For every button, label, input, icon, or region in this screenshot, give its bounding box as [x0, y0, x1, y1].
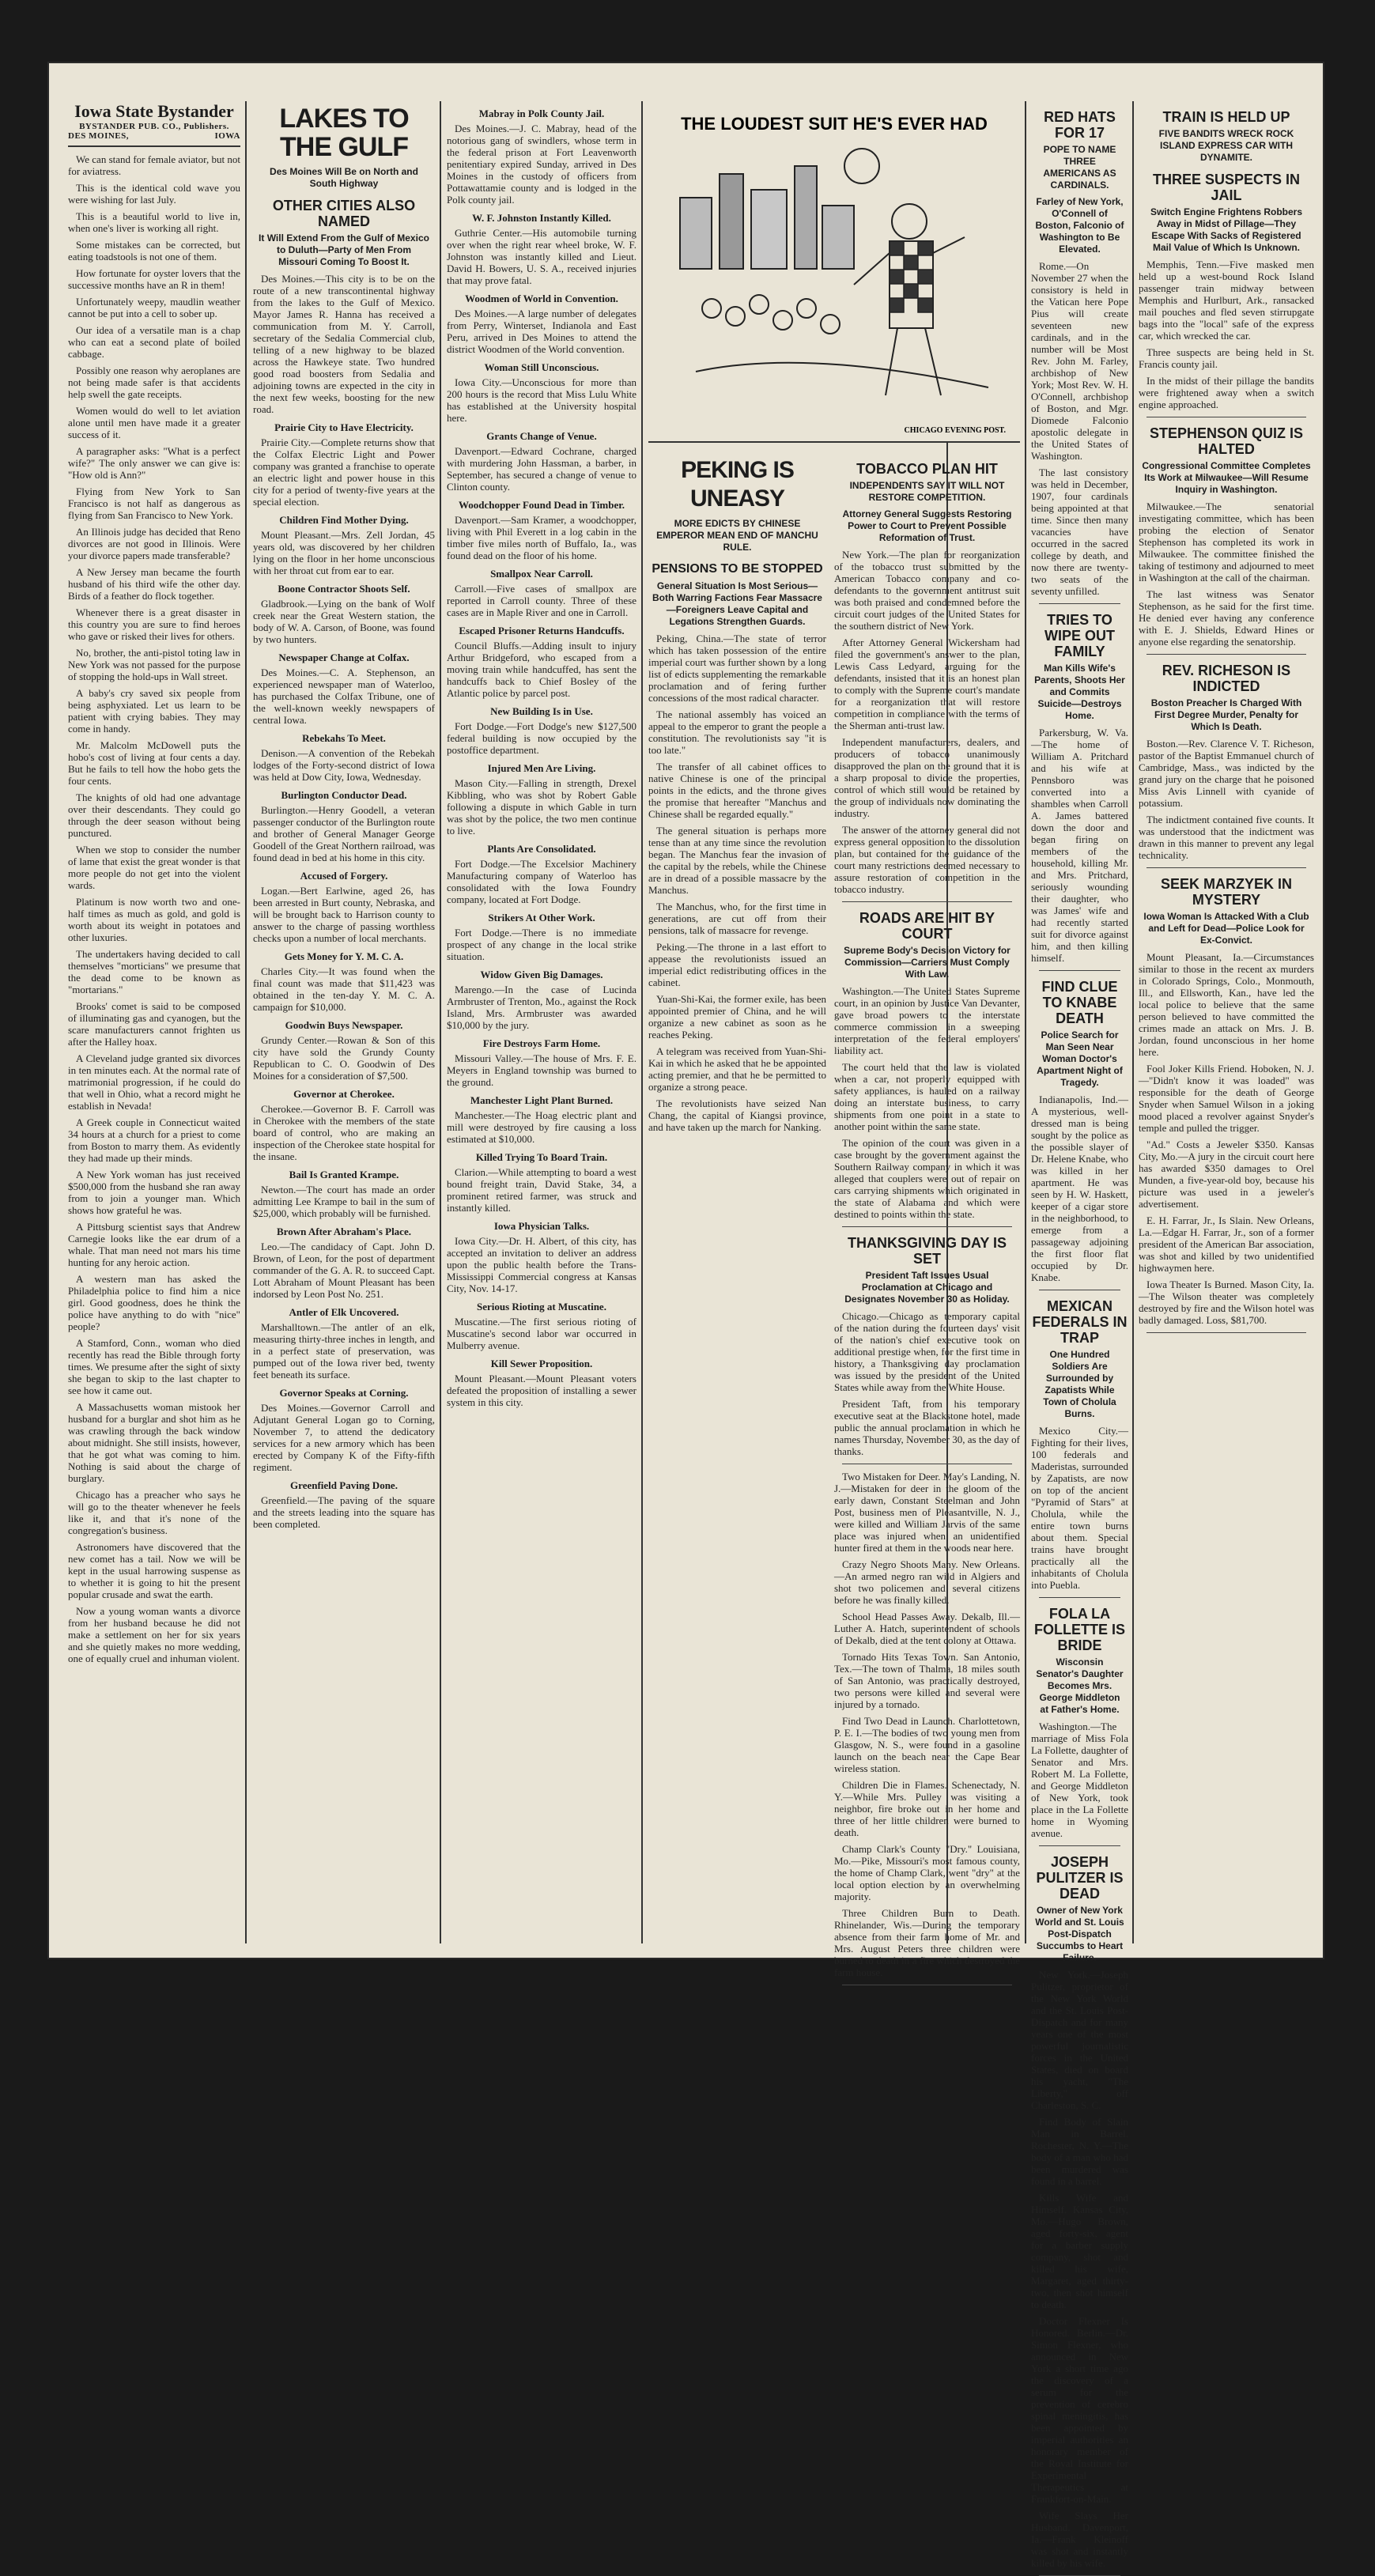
brief-text: Muscatine.—The first serious rioting of Muscatine's second labor war occurred in Mulberry avenue.	[447, 1316, 637, 1351]
brief-headline: Gets Money for Y. M. C. A.	[284, 950, 404, 962]
story-sub-deck: Supreme Body's Decision Victory for Commission—Carriers Must Comply With Law.	[844, 945, 1010, 980]
story-paragraph: Indianapolis, Ind.—A mysterious, well-dressed man is being sought by the police as the possible slayer of Dr. Helene Knabe, who was killed in her apartment. He was seen by H. W. Haskett, keeper of a cigar store in the neighborhood, to emerge from a passageway adjoining the first floor flat occupied by Dr. Knabe.	[1031, 1093, 1128, 1283]
story-headline: ROADS ARE HIT BY COURT	[859, 910, 995, 942]
story-sub-deck: One Hundred Soldiers Are Surrounded by Zapatists While Town of Cholula Burns.	[1043, 1349, 1116, 1419]
brief-headline: Prairie City to Have Electricity.	[274, 421, 414, 433]
editorial-paragraph: Whenever there is a great disaster in this country you are sure to find heroes who gave or risked their lives for others.	[68, 606, 240, 642]
lead-paragraph: Des Moines.—This city is to be on the route of a new transcontinental highway from the lakes to the Gulf of Mexico. Mayor James R. Hanna has received a communication from M. Y. Carroll, secretary of the Sedalia Commercial club, telling of a new highway to be blazed across the Hawkeye state. Two hundred good road boosters from Sedalia and adjoining towns are expected in the city in the next few weeks, boosting for the new road.	[253, 273, 435, 415]
brief-headline: Smallpox Near Carroll.	[490, 568, 593, 580]
story-sub-deck: Iowa Woman Is Attacked With a Club and Left for Dead—Police Look for Ex-Convict.	[1143, 911, 1309, 946]
brief-headline: Greenfield Paving Done.	[290, 1479, 398, 1491]
story-deck: POPE TO NAME THREE AMERICANS AS CARDINALS.	[1043, 144, 1116, 191]
story-headline: JOSEPH PULITZER IS DEAD	[1036, 1854, 1124, 1902]
story-paragraph: Find Body of Slain Man in Barrel. Rochester, N. Y.—The body of a man who had been murdered was found in a barrel.	[1031, 2116, 1128, 2187]
brief-headline: Antler of Elk Uncovered.	[289, 1306, 399, 1318]
editorial-paragraph: Possibly one reason why aeroplanes are not being made safer is that accidents help swell the gate receipts.	[68, 364, 240, 400]
story-paragraph: The answer of the attorney general did not express general opposition to the dissolution plan, but contained for the guidance of the court many restrictions deemed necessary to assure restoration of competition in the tobacco industry.	[834, 824, 1020, 895]
story-paragraph: Yuan-Shi-Kai, the former exile, has been appointed premier of China, and he will organize a new cabinet as soon as he reaches Peking.	[648, 993, 826, 1041]
story-paragraph: The opinion of the court was given in a case brought by the government against the Southern Railway company in which it was alleged that couplers were out of repair on cars carrying shipments which originated in the state of Alabama and which were destined to points within the state.	[834, 1137, 1020, 1220]
story-paragraph: The general situation is perhaps more tense than at any time since the revolution began. The Manchus fear the invasion of the capital by the rebels, while the Chinese are in dread of a possible massacre by the Manchus.	[648, 825, 826, 896]
story-sub-deck: Farley of New York, O'Connell of Boston, Falconio of Washington to Be Elevated.	[1035, 196, 1124, 255]
story-paragraph: After Attorney General Wickersham had filed the government's answer to the plan, Lewis Cass Ledyard, arguing for the defendants, insisted that it is an honest plan to comply with the Supreme court's mandate for a reorganization that will restore competition in compliance with the terms of the Sherman anti-trust law.	[834, 636, 1020, 731]
editorial-paragraph: Unfortunately weepy, maudlin weather cannot be put into a cell to sober up.	[68, 296, 240, 319]
brief-headline: Widow Given Big Damages.	[480, 969, 603, 980]
story-paragraph: Crazy Negro Shoots Many. New Orleans.—An armed negro ran wild in Algiers and shot two policemen and several citizens before he was finally killed.	[834, 1558, 1020, 1606]
story-paragraph: The Manchus, who, for the first time in generations, are cut off from their pensions, talk of massacre for revenge.	[648, 901, 826, 936]
story-paragraph: Boston.—Rev. Clarence V. T. Richeson, pastor of the Baptist Emmanuel church of Cambridge, Mass., was indicted by the grand jury on the charge that he poisoned Miss Avis Linnell with cyanide of potassium.	[1139, 738, 1314, 809]
story-paragraph: The last consistory was held in December, 1907, four cardinals being appointed at that time. Since then many vacancies have occurred in the sacred college by death, and now there are twenty-two seats of the seventy unfilled.	[1031, 466, 1128, 597]
brief-headline: Plants Are Consolidated.	[487, 843, 596, 855]
brief-headline: Governor at Cherokee.	[293, 1088, 395, 1100]
editorial-paragraph: Our idea of a versatile man is a chap who can eat a second plate of boiled cabbage.	[68, 324, 240, 360]
story-paragraph: Kills Wife and Himself. Kansas City, Mo.—Hugo Brown, aged forty-six, agent for a barber supply company, shot and killed his wife, Margaret, aged thirty-two, then shot himself to death.	[1031, 2192, 1128, 2310]
story-paragraph: The indictment contained five counts. It was understood that the indictment was drawn in this manner to prevent any legal technicality.	[1139, 814, 1314, 861]
editorial-paragraph: When we stop to consider the number of lame that exist the great wonder is that more people do not get into the violent wards.	[68, 844, 240, 891]
brief-headline: Fire Destroys Farm Home.	[482, 1037, 601, 1049]
editorial-paragraph: A Pittsburg scientist says that Andrew Carnegie looks like the ear drum of a whale. That man need not mars his time hunting for any heroic action.	[68, 1221, 240, 1268]
column-iowa-briefs	[447, 101, 637, 1943]
story-sub-deck: Police Search for Man Seen Near Woman Doctor's Apartment Night of Tragedy.	[1037, 1029, 1123, 1088]
state-briefs	[253, 421, 435, 1530]
brief-text: Davenport.—Sam Kramer, a woodchopper, living with Phil Everett in a log cabin in the timber five miles north of Buffalo, Ia., was found dead on the floor of his home.	[447, 514, 637, 561]
story-paragraph: Find Two Dead in Launch. Charlottetown, P. E. I.—The bodies of two young men from Glasgow, N. S., were found in a gasoline launch on the beach near the Cape Bear wireless station.	[834, 1715, 1020, 1774]
story-paragraph: Independent manufacturers, dealers, and producers of tobacco unanimously disapproved the plan on the ground that it is a sharp proposal to divide the properties, control of which still would be retained by the group of individuals now dominating the industry.	[834, 736, 1020, 819]
editorial-paragraph: How fortunate for oyster lovers that the successive months have an R in them!	[68, 267, 240, 291]
editorial-paragraph: Women would do well to let aviation alone until men have made it a greater success of it.	[68, 405, 240, 440]
brief-text: Grundy Center.—Rowan & Son of this city have sold the Grundy County Republican to C. O. Goodwin of Des Moines for a consideration of $7,500.	[253, 1034, 435, 1082]
brief-headline: Woman Still Unconscious.	[484, 361, 599, 373]
story-separator	[1039, 1845, 1120, 1846]
editorial-paragraph: A Cleveland judge granted six divorces in ten minutes each. At the normal rate of matrimonial progression, if he could do that well in Ohio, what a record might he establish in Nevada!	[68, 1052, 240, 1112]
story-paragraph: Rome.—On November 27 when the consistory is held in the Vatican here Pope Pius will create seventeen new cardinals, and in the number will be Most Rev. John M. Farley, archbishop of New York; Most Rev. W. H. O'Connell, archbishop of Boston, and Mgr. Diomede Falconio apostolic delegate in the United States of Washington.	[1031, 260, 1128, 462]
column-peking	[648, 453, 826, 1943]
column-editorial	[68, 101, 240, 1943]
brief-text: Mount Pleasant.—Mount Pleasant voters defeated the proposition of installing a sewer system in this city.	[447, 1373, 637, 1408]
column-rule	[1132, 101, 1134, 1943]
brief-text: Burlington.—Henry Goodell, a veteran passenger conductor of the Burlington route and brother of General Manager George Goodell of the Great Northern railroad, was found dead in bed at his home in this city.	[253, 804, 435, 863]
sub-deck: It Will Extend From the Gulf of Mexico to Duluth—Party of Men From Missouri Coming To Boost It.	[259, 232, 429, 267]
story-paragraph: Wife Slays Her Husband. Davenport, Ia.—Frank Kleinoff was shot and instantly killed by his wife.	[1031, 2510, 1128, 2569]
story-separator	[842, 901, 1012, 902]
editorial-paragraphs	[68, 153, 240, 1664]
story-paragraph: Washington.—The United States Supreme court, in an opinion by Justice Van Devanter, gave broad powers to the interstate commerce commission in a sweeping interpretation of the federal employers' liability act.	[834, 985, 1020, 1056]
headline: PEKING IS UNEASY	[681, 457, 794, 512]
story-separator	[1039, 603, 1120, 604]
story-headline: MEXICAN FEDERALS IN TRAP	[1032, 1298, 1128, 1346]
story-headline: THANKSGIVING DAY IS SET	[847, 1235, 1007, 1267]
newspaper-page	[47, 62, 1324, 2569]
story-paragraph: "Ad." Costs a Jeweler $350. Kansas City, Mo.—A jury in the circuit court here has awarded $350 damages to Orel Munden, a five-year-old boy, because his picture was used in a jeweler's advertisement.	[1139, 1139, 1314, 1210]
sub-headline: PENSIONS TO BE STOPPED	[652, 562, 823, 576]
masthead-publisher: BYSTANDER PUB. CO., Publishers.	[79, 122, 229, 131]
brief-text: Iowa City.—Unconscious for more than 200 hours is the record that Miss Lulu White has established at the University hospital here.	[447, 376, 637, 424]
story-paragraph: In the midst of their pillage the bandits were frightened away when a switch engine approached.	[1139, 375, 1314, 410]
brief-text: Denison.—A convention of the Rebekah lodges of the Forty-second district of Iowa was held at Dow City, Iowa, Wednesday.	[253, 747, 435, 783]
story-paragraph: Memphis, Tenn.—Five masked men held up a west-bound Rock Island passenger train midway between Memphis and Hurlburt, Ark., ransacked mail pouches and fled seven stirrupgate bags into the "local" safe of the express car, which wrecked the car.	[1139, 259, 1314, 342]
brief-text: Des Moines.—C. A. Stephenson, an experienced newspaper man of Waterloo, has purchased the Colfax Tribune, one of the well-known weekly newspapers of central Iowa.	[253, 667, 435, 726]
story-separator	[1039, 1597, 1120, 1598]
story-paragraph: President Taft, from his temporary executive seat at the Blackstone hotel, made public the annual proclamation in which he names Thursday, November 30, as the day of thanks.	[834, 1398, 1020, 1457]
brief-text: Marshalltown.—The antler of an elk, measuring thirty-three inches in length, and in a perfect state of preservation, was pumped out of the Iowa river bed, twenty feet beneath its surface.	[253, 1321, 435, 1381]
story-list	[834, 461, 1020, 1985]
editorial-paragraph: This is the identical cold wave you were wishing for last July.	[68, 182, 240, 206]
brief-text: Missouri Valley.—The house of Mrs. F. E. Meyers in England township was burned to the ground.	[447, 1052, 637, 1088]
editorial-paragraph: Some mistakes can be corrected, but eating toadstools is not one of them.	[68, 239, 240, 263]
cartoon-illustration	[648, 134, 1020, 427]
headline: LAKES TO THE GULF	[279, 104, 409, 162]
brief-text: Charles City.—It was found when the final count was made that $11,423 was obtained in the ten-day Y. M. C. A. campaign for $10,000.	[253, 965, 435, 1013]
brief-headline: Manchester Light Plant Burned.	[470, 1094, 614, 1106]
sub-deck: General Situation Is Most Serious—Both Warring Factions Fear Massacre—Foreigners Leave Capital and Legations Strengthen Guards.	[652, 580, 822, 627]
brief-headline: Mabray in Polk County Jail.	[478, 108, 605, 119]
story-paragraph: Washington.—The marriage of Miss Fola La Follette, daughter of Senator and Mrs. Robert M. La Follette, and George Middleton of New York, took place in the La Follette home in Wyoming avenue.	[1031, 1720, 1128, 1839]
editorial-paragraph: Mr. Malcolm McDowell puts the hobo's cost of living at four cents a day. But he fails to tell how the hobo gets the four cents.	[68, 739, 240, 787]
story-paragraph: Children Die in Flames. Schenectady, N. Y.—While Mrs. Pulley was visiting a neighbor, fire broke out in her home and three of her little children were burned to death.	[834, 1779, 1020, 1838]
story-sub-deck: Switch Engine Frightens Robbers Away in Midst of Pillage—They Escape With Sacks of Registered Mail Value of Which Is Unknown.	[1150, 206, 1303, 253]
column-rule	[245, 101, 247, 1943]
story-headline: STEPHENSON QUIZ IS HALTED	[1149, 425, 1304, 457]
story-paragraph: Mount Pleasant, Ia.—Circumstances similar to those in the recent ax murders in Colorado Springs, Colo., Monmouth, Ill., and Ellsworth, Kan., have led the local police to believe that the same person believed to have committed the crimes made an attack on Mrs. J. B. Jordan, found unconscious in her home here.	[1139, 951, 1314, 1058]
masthead-state: IOWA	[214, 131, 240, 141]
brief-text: Carroll.—Five cases of smallpox are reported in Carroll county. Three of these cases are in Maple River and one in Carroll.	[447, 583, 637, 618]
cartoon-credit: CHICAGO EVENING POST.	[904, 426, 1006, 435]
brief-text: Cherokee.—Governor B. F. Carroll was in Cherokee with the members of the state board of control, who are making an inspection of the Cherokee state hospital for the insane.	[253, 1103, 435, 1162]
brief-headline: Brown After Abraham's Place.	[277, 1226, 411, 1237]
story-paragraph: New York.—Joseph Pulitzer, proprietor of the New York World and the St. Louis Post-Dispatch and for many years one of the most powerful journalistic forces in the United States, died on board his yacht, "The Liberty," off Charleston, S. C.	[1031, 1969, 1128, 2111]
story-paragraph: The last witness was Senator Stephenson, as he said for the first time. He denied ever having any conference with E. J. Shields, Edward Hines or anyone else regarding the senatorship.	[1139, 588, 1314, 648]
brief-headline: Strikers At Other Work.	[488, 912, 595, 924]
story-paragraph: Three suspects are being held in St. Francis county jail.	[1139, 346, 1314, 370]
column-lakes-to-gulf	[253, 101, 435, 1943]
story-paragraphs	[648, 633, 826, 1133]
column-rule	[1025, 101, 1026, 1943]
editorial-paragraph: A paragrapher asks: "What is a perfect wife?" The only answer we can give is: "How old is Ann?"	[68, 445, 240, 481]
brief-text: Mount Pleasant.—Mrs. Zell Jordan, 45 years old, was discovered by her children lying on the floor in her home unconscious with her throat cut from ear to ear.	[253, 529, 435, 576]
brief-text: Iowa City.—Dr. H. Albert, of this city, has accepted an invitation to deliver an address upon the public health before the Trans-Mississippi Commercial congress at Kansas City, Nov. 14-17.	[447, 1235, 637, 1294]
brief-headline: Accused of Forgery.	[300, 870, 388, 882]
brief-headline: Governor Speaks at Corning.	[279, 1387, 409, 1399]
story-headline: TRIES TO WIPE OUT FAMILY	[1044, 612, 1115, 659]
masthead	[68, 101, 240, 147]
editorial-paragraph: The knights of old had one advantage over their descendants. They could go through the deer season without being punctured.	[68, 791, 240, 839]
story-paragraph: Peking.—The throne in a last effort to appease the revolutionists issued an imperial edict redistributing offices in the cabinet.	[648, 941, 826, 988]
brief-text: Clarion.—While attempting to board a west bound freight train, David Stake, 34, a prominent retired farmer, was struck and instantly killed.	[447, 1166, 637, 1214]
editorial-paragraph: A western man has asked the Philadelphia police to find him a nice girl. Good goodness, does he think the police have anything to do with "nice" people?	[68, 1273, 240, 1332]
story-deck: INDEPENDENTS SAY IT WILL NOT RESTORE COMPETITION.	[849, 480, 1005, 503]
brief-text: Council Bluffs.—Adding insult to injury Arthur Bridgeford, who escaped from a moving train while handcuffed, has sent the handcuffs back to Chief Bosley of the Atlantic police by parcel post.	[447, 640, 637, 699]
story-paragraph: The court held that the law is violated when a car, not properly equipped with safety appliances, is hauled on a railway doing an interstate business, to carry shipments from one point in a state to another point within the same state.	[834, 1061, 1020, 1132]
brief-headline: Newspaper Change at Colfax.	[278, 652, 410, 663]
brief-headline: Woodchopper Found Dead in Timber.	[458, 499, 625, 511]
column-world-news	[1031, 101, 1128, 2569]
brief-text: Gladbrook.—Lying on the bank of Wolf creek near the Great Western station, the body of W. A. Carson, of Boone, was found by two hunters.	[253, 598, 435, 645]
story-sub-deck: Boston Preacher Is Charged With First Degree Murder, Penalty for Which Is Death.	[1150, 697, 1302, 732]
brief-text: Davenport.—Edward Cochrane, charged with murdering John Hassman, a barber, in September, has secured a change of venue to Clinton county.	[447, 445, 637, 493]
brief-text: Fort Dodge.—The Excelsior Machinery Manufacturing company of Waterloo has consolidated with the Iowa Foundry company, located at Fort Dodge.	[447, 858, 637, 905]
brief-text: Marengo.—In the case of Lucinda Armbruster of Trenton, Mo., against the Rock Island, Mrs. Armbruster was awarded $10,000 by the jury.	[447, 984, 637, 1031]
brief-text: Des Moines.—Governor Carroll and Adjutant General Logan go to Corning, November 7, to attend the dedicatory services for a new armory which has been erected by Company K of the Fifty-fifth regiment.	[253, 1402, 435, 1473]
column-rule	[641, 101, 643, 1943]
story-paragraph: Tornado Hits Texas Town. San Antonio, Tex.—The town of Thalma, 18 miles south of San Antonio, was practically destroyed, two persons were killed and several were injured by a tornado.	[834, 1651, 1020, 1710]
story-headline: SEEK MARZYEK IN MYSTERY	[1160, 876, 1293, 908]
story-separator	[1146, 654, 1306, 655]
brief-headline: New Building Is in Use.	[490, 705, 593, 717]
brief-headline: Injured Men Are Living.	[487, 762, 596, 774]
brief-text: Guthrie Center.—His automobile turning over when the right rear wheel broke, W. F. Johnston was instantly killed and Lieut. David H. Bowers, U. S. A., received injuries that may prove fatal.	[447, 227, 637, 286]
story-paragraph: The transfer of all cabinet offices to native Chinese is one of the principal points in the edicts, and the throne gives the promise that hereafter "Manchus and Chinese shall be regarded equally."	[648, 761, 826, 820]
masthead-location	[68, 131, 240, 141]
story-headline: FIND CLUE TO KNABE DEATH	[1041, 979, 1118, 1026]
state-briefs	[447, 108, 637, 1408]
story-sub-deck: Congressional Committee Completes Its Work at Milwaukee—Will Resume Inquiry in Washington.	[1142, 460, 1311, 495]
brief-text: Prairie City.—Complete returns show that the Colfax Electric Light and Power company was granted a franchise to operate an electric light and power house in this city for a period of twenty-five years at the special election.	[253, 436, 435, 508]
brief-headline: W. F. Johnston Instantly Killed.	[472, 212, 611, 224]
sub-headline: OTHER CITIES ALSO NAMED	[272, 198, 416, 229]
brief-text: Greenfield.—The paving of the square and the streets leading into the square has been completed.	[253, 1494, 435, 1530]
story-separator	[1039, 970, 1120, 971]
story-paragraph: Two Mistaken for Deer. May's Landing, N. J.—Mistaken for deer in the gloom of the early dawn, Constant Steelman and John Post, business men of Pleasantville, N. J., were killed and William Jarvis of the same place was injured when an unidentified hunter fired at them in the woods near here.	[834, 1471, 1020, 1554]
brief-text: Des Moines.—J. C. Mabray, head of the notorious gang of swindlers, whose term in the federal prison at Fort Leavenworth penitentiary expired Sunday, arrived in Des Moines in the custody of officers from Pottawattamie county and is lodged in the Polk county jail.	[447, 123, 637, 206]
story-paragraph: Three Children Burn to Death. Rhinelander, Wis.—During the temporary absence from their farm home of Mr. and Mrs. August Peters three children were burned to death in a fire which destroyed the farm house.	[834, 1907, 1020, 1978]
editorial-paragraph: A Massachusetts woman mistook her husband for a burglar and shot him as he was crawling through the back window about midnight. She still insists, however, that he got what was coming to him. Nothing is said about the charge of burglary.	[68, 1401, 240, 1484]
deck: MORE EDICTS BY CHINESE EMPEROR MEAN END OF MANCHU RULE.	[656, 518, 818, 553]
brief-headline: Burlington Conductor Dead.	[281, 789, 407, 801]
story-sub-deck: President Taft Issues Usual Proclamation at Chicago and Designates November 30 as Holiday.	[844, 1270, 1010, 1305]
masthead-title: Iowa State Bystander	[74, 101, 234, 121]
editorial-paragraph: A New York woman has just received $500,000 from the husband she ran away from to join a younger man. Which shows how grateful he was.	[68, 1169, 240, 1216]
brief-headline: Boone Contractor Shoots Self.	[278, 583, 410, 595]
brief-headline: Kill Sewer Proposition.	[490, 1358, 593, 1369]
story-deck: FIVE BANDITS WRECK ROCK ISLAND EXPRESS CAR WITH DYNAMITE.	[1158, 128, 1294, 163]
brief-headline: Grants Change of Venue.	[486, 430, 597, 442]
story-paragraph: Chicago.—Chicago as temporary capital of the nation during the fourteen days' visit of the nation's chief executive took on additional prestige when, for the first time in history, a Thanksgiving day proclamation was issued by the president of the United States while away from the White House.	[834, 1310, 1020, 1393]
cartoon-title: THE LOUDEST SUIT HE'S EVER HAD	[681, 114, 988, 134]
column-crime-news	[1139, 101, 1314, 1943]
brief-text: Des Moines.—A large number of delegates from Perry, Winterset, Indianola and East Peru, arrived in Des Moines to attend the district Woodmen of the World convention.	[447, 308, 637, 355]
brief-headline: Bail Is Granted Krampe.	[289, 1169, 399, 1180]
story-paragraph: The national assembly has voiced an appeal to the emperor to grant the people a constitution. The revolutionists say "it is too late."	[648, 708, 826, 756]
editorial-paragraph: The undertakers having decided to call themselves "morticians" we presume that the dead come to be known as "mortarians."	[68, 948, 240, 995]
story-sub-deck: Wisconsin Senator's Daughter Becomes Mrs. George Middleton at Father's Home.	[1036, 1656, 1124, 1715]
story-sub-headline: THREE SUSPECTS IN JAIL	[1152, 172, 1301, 203]
story-sub-deck: Owner of New York World and St. Louis Post-Dispatch Succumbs to Heart Failure.	[1035, 1905, 1124, 1963]
editorial-paragraph: Flying from New York to San Francisco is not half as dangerous as flying from San Francisco to New York.	[68, 485, 240, 521]
editorial-paragraph: We can stand for female aviator, but not for aviatress.	[68, 153, 240, 177]
editorial-paragraph: Now a young woman wants a divorce from her husband because he did not make a settlement on her for six years and she quietly makes no more wedding, one of equally cruel and inhuman violent.	[68, 1605, 240, 1664]
story-headline: TRAIN IS HELD UP	[1162, 109, 1290, 125]
brief-text: Fort Dodge.—There is no immediate prospect of any change in the local strike situation.	[447, 927, 637, 962]
brief-text: Fort Dodge.—Fort Dodge's new $127,500 federal building is now occupied by the postoffice department.	[447, 720, 637, 756]
story-paragraph: Peking, China.—The state of terror which has taken possession of the entire imperial court was further shown by a long list of edicts supplementing the remarkable proclamation and of fering further concessions of the most radical character.	[648, 633, 826, 704]
editorial-paragraph: This is a beautiful world to live in, when one's liver is working all right.	[68, 210, 240, 234]
story-paragraph: A telegram was received from Yuan-Shi-Kai in which he asked that he be appointed acting premier, and that he be permitted to organize a strong peace.	[648, 1045, 826, 1093]
story-paragraph: Champ Clark's County "Dry." Louisiana, Mo.—Pike, Missouri's most famous county, the home of Champ Clark, went "dry" at the local option election by an overwhelming majority.	[834, 1843, 1020, 1902]
brief-text: Leo.—The candidacy of Capt. John D. Brown, of Leon, for the post of department commander of the G. A. R. to succeed Capt. Lott Abraham of Mount Pleasant has been indorsed by Leon Post No. 251.	[253, 1241, 435, 1300]
story-separator	[842, 1226, 1012, 1227]
editorial-paragraph: A Stamford, Conn., woman who died recently has read the Bible through forty times. We presume after the sight of sixty she began to skip to the last chapter to see how it came out.	[68, 1337, 240, 1396]
story-headline: FOLA LA FOLLETTE IS BRIDE	[1034, 1606, 1125, 1653]
column-national-news	[834, 453, 1020, 1978]
story-paragraph: School Head Passes Away. Dekalb, Ill.—Luther A. Hatch, superintendent of schools of Dekalb, died at the tent colony at Ottawa.	[834, 1611, 1020, 1646]
story-sub-deck: Attorney General Suggests Restoring Power to Court to Prevent Possible Reformation of Trust.	[842, 508, 1012, 543]
story-paragraph: Parkersburg, W. Va.—The home of William A. Pritchard and his wife at Pennsboro was converted into a shambles when Carroll A. James battered down the door and began firing on members of the household, killing Mr. and Mrs. Pritchard, seriously wounding their daughter, who was James' wife and had recently started suit for divorce against him, and then killing himself.	[1031, 727, 1128, 964]
political-cartoon	[648, 101, 1020, 443]
story-list	[1031, 109, 1128, 2576]
editorial-paragraph: Chicago has a preacher who says he will go to the theater whenever he feels like it, and that it's none of the congregation's business.	[68, 1489, 240, 1536]
brief-headline: Serious Rioting at Muscatine.	[477, 1301, 606, 1313]
story-paragraph: Milwaukee.—The senatorial investigating committee, which has been probing the election of Senator Stephenson has completed its work in Milwaukee. The committee finished the taking of testimony and adjourned to meet in Washington at the call of the chairman.	[1139, 500, 1314, 584]
story-list	[1139, 109, 1314, 1333]
story-headline: RED HATS FOR 17	[1044, 109, 1116, 141]
brief-text: Manchester.—The Hoag electric plant and mill were destroyed by fire causing a loss estimated at $10,000.	[447, 1109, 637, 1145]
brief-text: Logan.—Bert Earlwine, aged 26, has been arrested in Burt county, Nebraska, and will be brought back to Harrison county to answer to the charge of passing worthless checks upon a number of local merchants.	[253, 885, 435, 944]
deck: Des Moines Will Be on North and South Highway	[270, 166, 418, 189]
story-paragraph: Fool Joker Kills Friend. Hoboken, N. J.—"Didn't know it was loaded" was responsible for the death of George Snyder when Samuel Wilson in a joking mood placed a revolver against Snyder's temple and pulled the trigger.	[1139, 1063, 1314, 1134]
story-separator	[1146, 867, 1306, 868]
story-paragraph: E. H. Farrar, Jr., Is Slain. New Orleans, La.—Edgar H. Farrar, Jr., son of a former president of the American Bar association, was shot and killed by two unidentified highwaymen here.	[1139, 1214, 1314, 1274]
story-separator	[1146, 1332, 1306, 1333]
brief-headline: Goodwin Buys Newspaper.	[285, 1019, 403, 1031]
editorial-paragraph: A baby's cry saved six people from being asphyxiated. Let us learn to be patient with crying babies. They may come in handy.	[68, 687, 240, 735]
brief-headline: Woodmen of World in Convention.	[465, 293, 618, 304]
brief-headline: Killed Trying To Board Train.	[475, 1151, 608, 1163]
masthead-city: DES MOINES,	[68, 131, 130, 141]
brief-headline: Children Find Mother Dying.	[279, 514, 409, 526]
story-paragraph: New York.—The plan for reorganization of the tobacco trust submitted by the American Tobacco company and co-defendants to the government antitrust suit was both praised and condemned before the circuit court judges of the United States for the southern district of New York.	[834, 549, 1020, 632]
editorial-paragraph: An Illinois judge has decided that Reno divorces are not good in Illinois. Were your divorce papers made transferable?	[68, 526, 240, 561]
brief-text: Mason City.—Falling in strength, Drexel Kibbling, who was shot by Robert Gable following a dispute in which Gable in turn was shot by the police, the two men continue to live.	[447, 777, 637, 837]
brief-headline: Iowa Physician Talks.	[493, 1220, 590, 1232]
brief-headline: Rebekahs To Meet.	[302, 732, 386, 744]
column-rule	[440, 101, 441, 1943]
editorial-paragraph: Astronomers have discovered that the new comet has a tail. Now we will be kept in the usual harrowing suspense as to whether it is going to hit the present popular crusade and swat the earth.	[68, 1541, 240, 1600]
story-paragraph: Mexico City.—Fighting for their lives, 100 federals and Maderistas, surrounded by Zapatists, are now on top of the ancient "Pyramid of Stars" at Cholula, while the entire town burns about them. Special trains have brought practically all the inhabitants of Cholula into Puebla.	[1031, 1425, 1128, 1591]
editorial-paragraph: No, brother, the anti-pistol toting law in New York was not passed for the purpose of stopping the hold-ups in Wall street.	[68, 647, 240, 682]
brief-headline: Escaped Prisoner Returns Handcuffs.	[459, 625, 625, 636]
editorial-paragraph: A Greek couple in Connecticut waited 34 hours at a church for a priest to come from Boston to marry them. As evidently they had made up their minds.	[68, 1116, 240, 1164]
story-headline: TOBACCO PLAN HIT	[856, 461, 998, 477]
editorial-paragraph: Brooks' comet is said to be composed of illuminating gas and cyanogen, but the scare manufacturers cannot frighten us after the Halley hoax.	[68, 1000, 240, 1048]
editorial-paragraph: Platinum is now worth two and one-half times as much as gold, and gold is worth about its weight in potatoes and other luxuries.	[68, 896, 240, 943]
editorial-paragraph: A New Jersey man became the fourth husband of his third wife the other day. Birds of a feather do flock together.	[68, 566, 240, 602]
story-sub-deck: Man Kills Wife's Parents, Shoots Her and Commits Suicide—Destroys Home.	[1034, 663, 1125, 721]
story-paragraph: Doctor Flexner Is Honored. Berlin.—Dr. Simon Flexner, who announced in New York a short time ago the discovery of a serum for the prevention of cerebro spinal meningitis, has been appointed by imperial authorities an honorary member of the Royal Institute for Experimental Therapeutics at Frankfort-on-Main.	[1031, 2315, 1128, 2505]
story-paragraph: The revolutionists have seized Nan Chang, the capital of Kiangsi province, and have taken up the march for Nanking.	[648, 1097, 826, 1133]
story-headline: REV. RICHESON IS INDICTED	[1162, 663, 1291, 694]
story-paragraph: Iowa Theater Is Burned. Mason City, Ia.—The Wilson theater was completely destroyed by fire and the Wilson hotel was badly damaged. Loss, $81,700.	[1139, 1279, 1314, 1326]
brief-text: Newton.—The court has made an order admitting Lee Krampe to bail in the sum of $25,000, which probably will be furnished.	[253, 1184, 435, 1219]
